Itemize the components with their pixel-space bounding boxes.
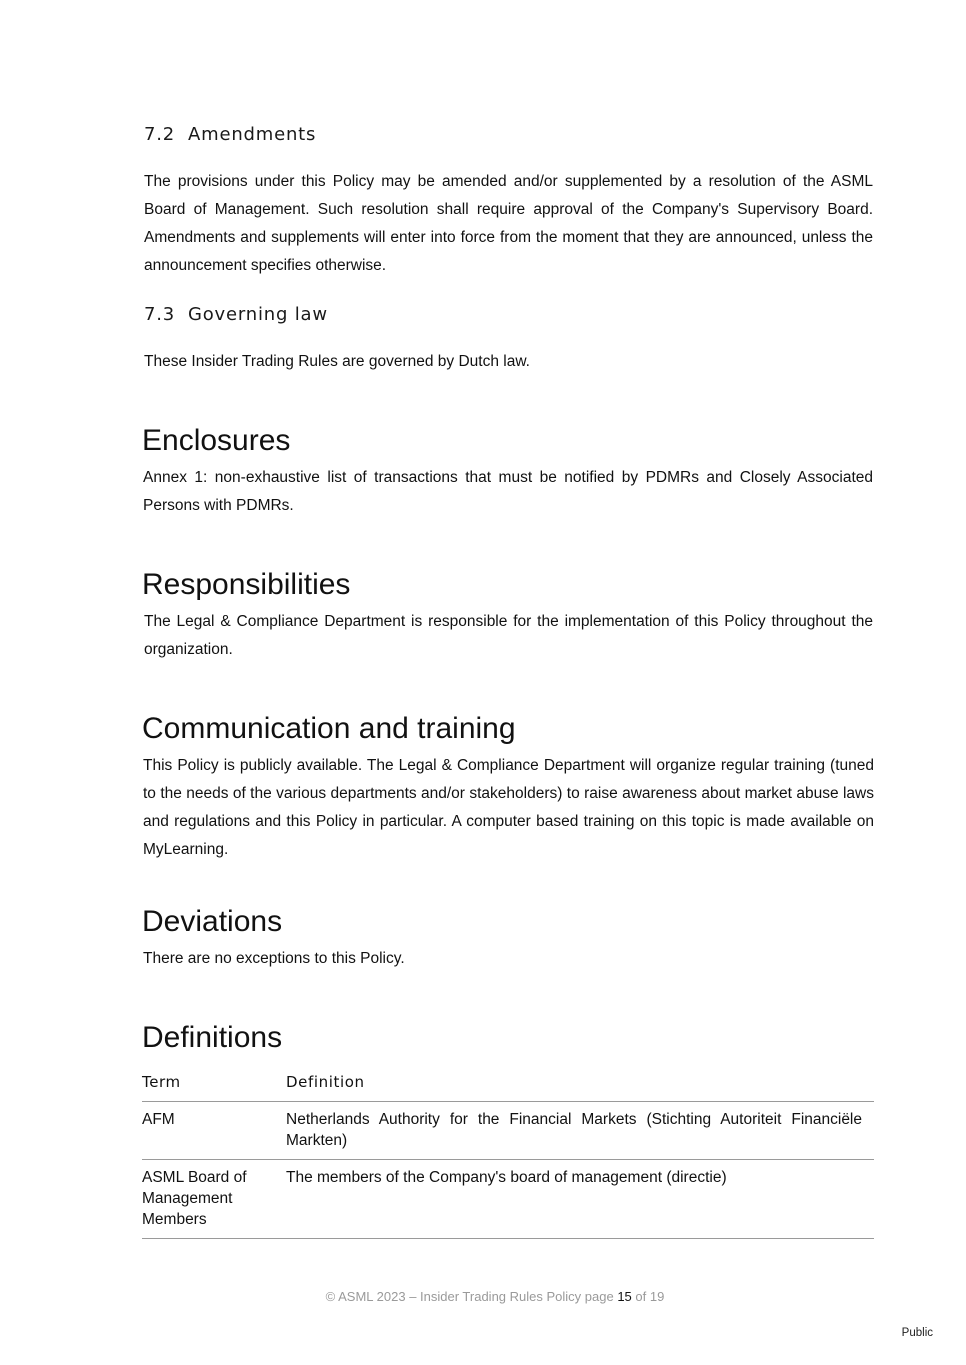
page-footer — [0, 1289, 966, 1304]
enclosures-paragraph: Annex 1: non-exhaustive list of transactions that must be notified by PDMRs and Closely Associated Persons with PDMRs. — [143, 469, 873, 514]
table-row — [142, 1160, 874, 1239]
definition-cell: Netherlands Authority for the Financial Markets (Stichting Autoriteit Financiële Markten) — [286, 1102, 874, 1160]
definitions-table — [142, 1067, 874, 1239]
section-number: 7.3 — [144, 304, 176, 325]
communication-paragraph: This Policy is publicly available. The Legal & Compliance Department will organize regular training (tuned to the needs of the various departments and/or stakeholders) to raise awareness about market abuse laws and regulations and this Policy in particular. A computer based training on this topic is made available on MyLearning. — [143, 757, 874, 858]
section-number: 7.2 — [144, 124, 176, 145]
column-header-term: Term — [142, 1067, 286, 1102]
heading-communication-training: Communication and training — [142, 712, 516, 745]
section-title: Governing law — [188, 304, 328, 325]
heading-enclosures: Enclosures — [142, 424, 291, 457]
page-total: of 19 — [635, 1289, 665, 1304]
page-number: 15 — [617, 1289, 632, 1304]
deviations-paragraph: There are no exceptions to this Policy. — [143, 950, 405, 967]
heading-definitions: Definitions — [142, 1021, 283, 1054]
definition-cell: The members of the Company's board of management (directie) — [286, 1160, 874, 1239]
governing-law-paragraph: These Insider Trading Rules are governed by Dutch law. — [144, 353, 530, 370]
table-header-row — [142, 1067, 874, 1102]
section-title: Amendments — [188, 124, 317, 145]
table-row — [142, 1102, 874, 1160]
amendments-paragraph: The provisions under this Policy may be amended and/or supplemented by a resolution of the ASML Board of Management. Such resolution shall require approval of the Company's Supervisory Board. Amendments and supplements will enter into force from the moment that they are announced, unless the announcement specifies otherwise. — [144, 173, 873, 274]
footer-text: © ASML 2023 – Insider Trading Rules Policy page — [325, 1289, 614, 1304]
term-cell: ASML Board of Management Members — [142, 1160, 286, 1239]
section-heading-governing-law — [144, 304, 328, 325]
responsibilities-paragraph: The Legal & Compliance Department is responsible for the implementation of this Policy throughout the organization. — [144, 613, 873, 658]
heading-responsibilities: Responsibilities — [142, 568, 351, 601]
heading-deviations: Deviations — [142, 905, 283, 938]
column-header-definition: Definition — [286, 1067, 874, 1102]
term-cell: AFM — [142, 1102, 286, 1160]
classification-label: Public — [901, 1327, 933, 1339]
section-heading-amendments — [144, 124, 316, 145]
